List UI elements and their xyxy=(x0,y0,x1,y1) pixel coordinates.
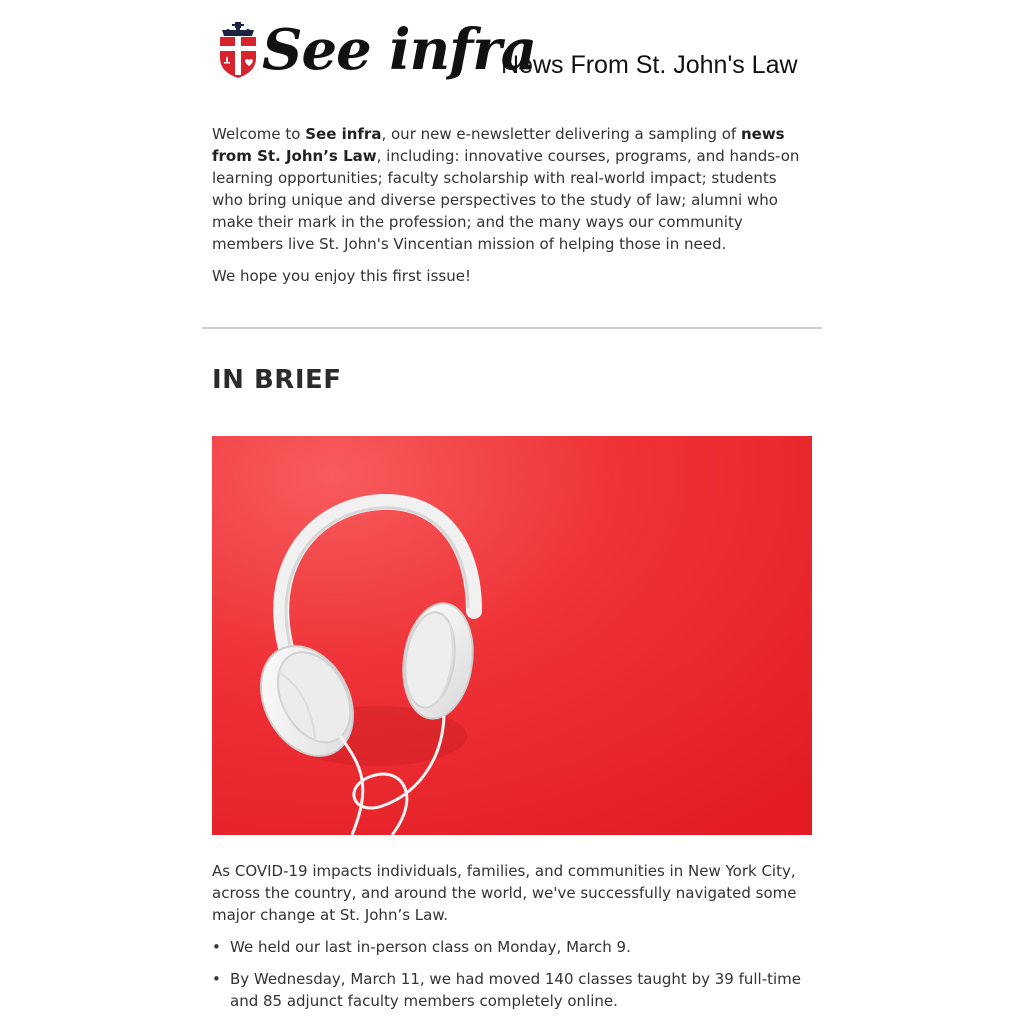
intro-text xyxy=(212,123,812,287)
welcome-rest: , including: innovative courses, programs, and hands-on learning opportunities; faculty scholarship with real-world impact; students who bring unique and diverse perspectives to the study of law; alumni who make their mark in the profession; and the many ways our community members live St. John's Vincentian mission of helping those in need. xyxy=(212,147,800,253)
bullet-text: By Wednesday, March 11, we had moved 140 classes taught by 39 full-time and 85 adjunct faculty members completely online. xyxy=(230,970,802,1010)
hero-image xyxy=(212,436,812,835)
article-bullets xyxy=(212,936,812,1012)
list-item xyxy=(212,968,812,1012)
bullet-glyph: • xyxy=(212,970,221,988)
welcome-middle: , our new e-newsletter delivering a sampling of xyxy=(381,125,741,143)
newsletter-name: See infra xyxy=(305,125,382,143)
section-title: IN BRIEF xyxy=(212,365,342,395)
article-body xyxy=(212,860,812,1022)
masthead xyxy=(218,17,818,92)
list-item xyxy=(212,936,812,958)
news-source: news from St. John’s Law xyxy=(212,125,785,165)
bullet-text: We held our last in-person class on Monday, March 9. xyxy=(230,938,631,956)
headphones-illustration xyxy=(212,436,812,835)
welcome-paragraph xyxy=(212,123,812,255)
bullet-glyph: • xyxy=(212,938,221,956)
welcome-prefix: Welcome to xyxy=(212,125,306,143)
closing-paragraph: We hope you enjoy this first issue! xyxy=(212,267,471,285)
section-divider xyxy=(202,327,822,329)
crest-icon xyxy=(218,22,258,78)
masthead-tagline: News From St. John's Law xyxy=(501,51,798,79)
article-lead: As COVID-19 impacts individuals, families, and communities in New York City, across the country, and around the world, we've successfully navigated some major change at St. John’s Law. xyxy=(212,862,797,924)
logo-wordmark: See infra xyxy=(262,17,537,83)
